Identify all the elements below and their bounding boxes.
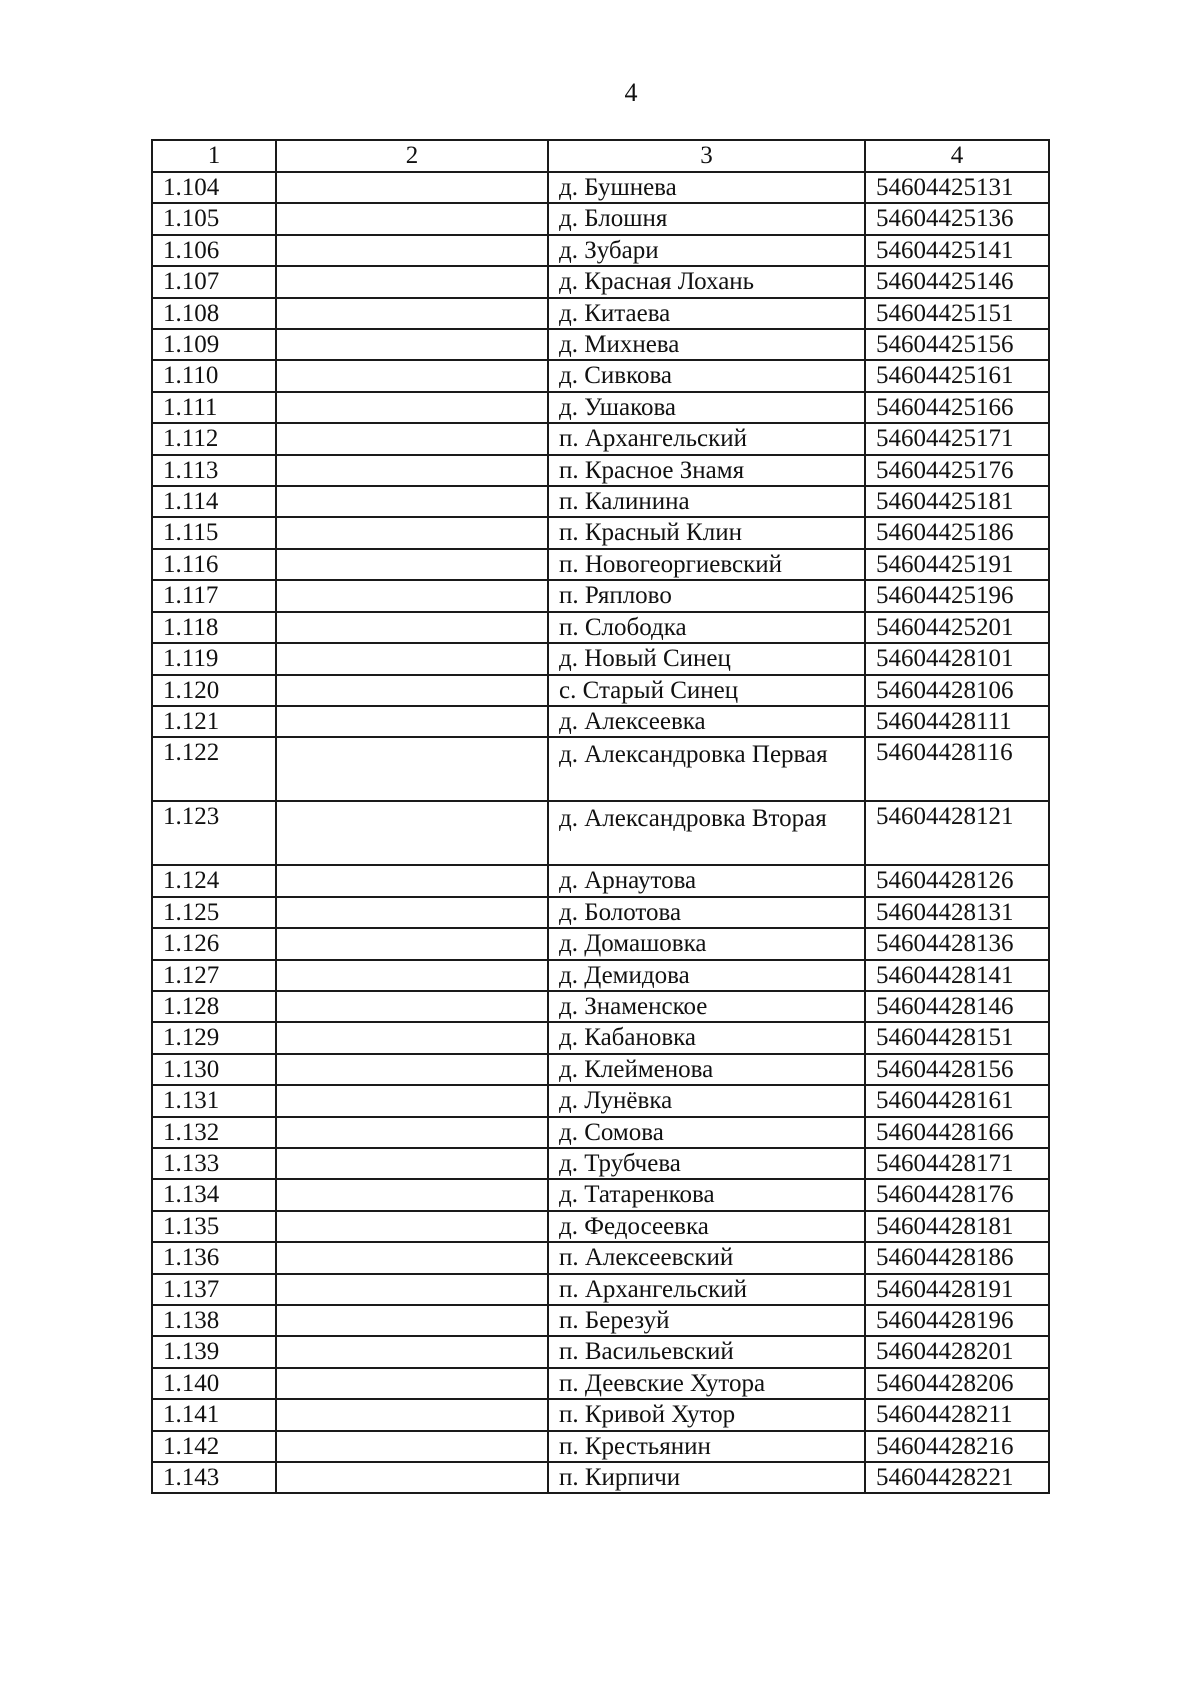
oktmo-code-cell: 54604425146	[865, 266, 1049, 297]
settlement-name-cell: п. Деевские Хутора	[548, 1368, 865, 1399]
row-number-cell: 1.107	[152, 266, 276, 297]
oktmo-code-cell: 54604428141	[865, 960, 1049, 991]
column-2-cell	[276, 1117, 548, 1148]
settlement-name-cell: д. Татаренкова	[548, 1179, 865, 1210]
column-2-cell	[276, 1336, 548, 1367]
settlement-name-cell: п. Березуй	[548, 1305, 865, 1336]
settlement-name-cell: п. Алексеевский	[548, 1242, 865, 1273]
table-row	[152, 1148, 1049, 1179]
oktmo-code-cell: 54604428171	[865, 1148, 1049, 1179]
column-2-cell	[276, 266, 548, 297]
column-2-cell	[276, 486, 548, 517]
row-number-cell: 1.137	[152, 1274, 276, 1305]
oktmo-code-cell: 54604425151	[865, 298, 1049, 329]
settlement-name-cell: п. Кривой Хутор	[548, 1399, 865, 1430]
column-2-cell	[276, 675, 548, 706]
column-header-1: 1	[152, 140, 276, 172]
oktmo-code-cell: 54604428146	[865, 991, 1049, 1022]
settlement-name-cell: п. Слободка	[548, 612, 865, 643]
row-number-cell: 1.143	[152, 1462, 276, 1493]
settlement-name-cell: п. Крестьянин	[548, 1431, 865, 1462]
row-number-cell: 1.119	[152, 643, 276, 674]
row-number-cell: 1.139	[152, 1336, 276, 1367]
row-number-cell: 1.131	[152, 1085, 276, 1116]
oktmo-code-cell: 54604428126	[865, 865, 1049, 896]
table-row	[152, 865, 1049, 896]
row-number-cell: 1.106	[152, 235, 276, 266]
row-number-cell: 1.123	[152, 801, 276, 865]
row-number-cell: 1.121	[152, 706, 276, 737]
row-number-cell: 1.117	[152, 580, 276, 611]
table-row	[152, 486, 1049, 517]
oktmo-code-cell: 54604428101	[865, 643, 1049, 674]
column-2-cell	[276, 1305, 548, 1336]
row-number-cell: 1.115	[152, 517, 276, 548]
settlement-name-cell: д. Михнева	[548, 329, 865, 360]
table-row	[152, 1085, 1049, 1116]
oktmo-code-cell: 54604428136	[865, 928, 1049, 959]
row-number-cell: 1.127	[152, 960, 276, 991]
settlement-name-cell: п. Ряплово	[548, 580, 865, 611]
table-row	[152, 1211, 1049, 1242]
settlement-name-cell: д. Сомова	[548, 1117, 865, 1148]
column-2-cell	[276, 392, 548, 423]
column-2-cell	[276, 235, 548, 266]
row-number-cell: 1.141	[152, 1399, 276, 1430]
table-row	[152, 1022, 1049, 1053]
column-2-cell	[276, 1054, 548, 1085]
table-row	[152, 1431, 1049, 1462]
column-header-4: 4	[865, 140, 1049, 172]
column-2-cell	[276, 423, 548, 454]
settlement-name-cell: д. Зубари	[548, 235, 865, 266]
row-number-cell: 1.114	[152, 486, 276, 517]
table-row	[152, 706, 1049, 737]
table-row	[152, 1336, 1049, 1367]
column-2-cell	[276, 549, 548, 580]
table-row	[152, 1054, 1049, 1085]
table-row	[152, 360, 1049, 391]
row-number-cell: 1.112	[152, 423, 276, 454]
settlement-name-cell: д. Сивкова	[548, 360, 865, 391]
column-2-cell	[276, 960, 548, 991]
row-number-cell: 1.109	[152, 329, 276, 360]
oktmo-code-cell: 54604425181	[865, 486, 1049, 517]
row-number-cell: 1.140	[152, 1368, 276, 1399]
table-row	[152, 612, 1049, 643]
column-2-cell	[276, 329, 548, 360]
row-number-cell: 1.138	[152, 1305, 276, 1336]
column-2-cell	[276, 1399, 548, 1430]
oktmo-code-cell: 54604425196	[865, 580, 1049, 611]
settlement-name-cell: д. Арнаутова	[548, 865, 865, 896]
oktmo-code-cell: 54604428161	[865, 1085, 1049, 1116]
row-number-cell: 1.132	[152, 1117, 276, 1148]
table-row	[152, 1242, 1049, 1273]
column-2-cell	[276, 298, 548, 329]
column-2-cell	[276, 865, 548, 896]
settlement-name-cell: д. Ушакова	[548, 392, 865, 423]
settlement-name-cell: д. Новый Синец	[548, 643, 865, 674]
oktmo-code-cell: 54604428201	[865, 1336, 1049, 1367]
table-row	[152, 549, 1049, 580]
row-number-cell: 1.116	[152, 549, 276, 580]
row-number-cell: 1.110	[152, 360, 276, 391]
settlement-name-cell: д. Красная Лохань	[548, 266, 865, 297]
oktmo-code-cell: 54604428211	[865, 1399, 1049, 1430]
table-body	[152, 140, 1049, 1493]
row-number-cell: 1.128	[152, 991, 276, 1022]
oktmo-code-cell: 54604425191	[865, 549, 1049, 580]
oktmo-code-cell: 54604428111	[865, 706, 1049, 737]
settlement-name-cell: п. Красный Клин	[548, 517, 865, 548]
settlement-name-cell: п. Архангельский	[548, 1274, 865, 1305]
table-row	[152, 266, 1049, 297]
settlement-name-cell: д. Блошня	[548, 203, 865, 234]
table-row	[152, 801, 1049, 865]
oktmo-code-cell: 54604428151	[865, 1022, 1049, 1053]
settlement-name-cell: д. Кабановка	[548, 1022, 865, 1053]
oktmo-code-cell: 54604425176	[865, 455, 1049, 486]
settlement-name-cell: д. Китаева	[548, 298, 865, 329]
settlement-name-cell: п. Красное Знамя	[548, 455, 865, 486]
column-2-cell	[276, 737, 548, 801]
oktmo-code-cell: 54604425136	[865, 203, 1049, 234]
column-2-cell	[276, 1462, 548, 1493]
column-2-cell	[276, 517, 548, 548]
settlement-name-cell: д. Клейменова	[548, 1054, 865, 1085]
table-row	[152, 580, 1049, 611]
row-number-cell: 1.122	[152, 737, 276, 801]
table-row	[152, 298, 1049, 329]
settlement-name-cell: с. Старый Синец	[548, 675, 865, 706]
oktmo-code-cell: 54604425141	[865, 235, 1049, 266]
column-2-cell	[276, 1368, 548, 1399]
table-row	[152, 643, 1049, 674]
table-row	[152, 1399, 1049, 1430]
oktmo-code-cell: 54604428131	[865, 897, 1049, 928]
settlement-name-cell: д. Болотова	[548, 897, 865, 928]
column-2-cell	[276, 612, 548, 643]
oktmo-code-cell: 54604428191	[865, 1274, 1049, 1305]
oktmo-code-cell: 54604428156	[865, 1054, 1049, 1085]
table-row	[152, 455, 1049, 486]
column-2-cell	[276, 991, 548, 1022]
column-2-cell	[276, 1148, 548, 1179]
page-number: 4	[624, 78, 638, 107]
oktmo-code-cell: 54604425131	[865, 172, 1049, 203]
table-row	[152, 737, 1049, 801]
row-number-cell: 1.134	[152, 1179, 276, 1210]
table-row	[152, 423, 1049, 454]
settlement-name-cell: п. Кирпичи	[548, 1462, 865, 1493]
column-2-cell	[276, 1085, 548, 1116]
oktmo-code-cell: 54604428116	[865, 737, 1049, 801]
column-2-cell	[276, 1179, 548, 1210]
settlement-name-cell: п. Архангельский	[548, 423, 865, 454]
oktmo-code-cell: 54604425171	[865, 423, 1049, 454]
table-row	[152, 329, 1049, 360]
row-number-cell: 1.108	[152, 298, 276, 329]
column-header-3: 3	[548, 140, 865, 172]
table-row	[152, 392, 1049, 423]
row-number-cell: 1.135	[152, 1211, 276, 1242]
oktmo-code-cell: 54604425156	[865, 329, 1049, 360]
row-number-cell: 1.129	[152, 1022, 276, 1053]
row-number-cell: 1.124	[152, 865, 276, 896]
oktmo-code-cell: 54604425186	[865, 517, 1049, 548]
oktmo-code-cell: 54604425166	[865, 392, 1049, 423]
table-row	[152, 203, 1049, 234]
settlement-name-cell: п. Калинина	[548, 486, 865, 517]
column-2-cell	[276, 801, 548, 865]
settlement-name-cell: д. Александровка Первая	[548, 737, 865, 801]
table-row	[152, 960, 1049, 991]
row-number-cell: 1.126	[152, 928, 276, 959]
table-row	[152, 1305, 1049, 1336]
column-2-cell	[276, 203, 548, 234]
settlement-name-cell: д. Знаменское	[548, 991, 865, 1022]
column-2-cell	[276, 706, 548, 737]
column-2-cell	[276, 643, 548, 674]
row-number-cell: 1.113	[152, 455, 276, 486]
row-number-cell: 1.125	[152, 897, 276, 928]
row-number-cell: 1.133	[152, 1148, 276, 1179]
oktmo-code-cell: 54604428106	[865, 675, 1049, 706]
settlement-name-cell: д. Александровка Вторая	[548, 801, 865, 865]
column-2-cell	[276, 360, 548, 391]
settlement-name-cell: д. Трубчева	[548, 1148, 865, 1179]
settlement-name-cell: п. Васильевский	[548, 1336, 865, 1367]
column-2-cell	[276, 928, 548, 959]
oktmo-code-cell: 54604428181	[865, 1211, 1049, 1242]
column-2-cell	[276, 897, 548, 928]
oktmo-code-cell: 54604428196	[865, 1305, 1049, 1336]
table-row	[152, 1117, 1049, 1148]
oktmo-code-cell: 54604425161	[865, 360, 1049, 391]
row-number-cell: 1.105	[152, 203, 276, 234]
row-number-cell: 1.130	[152, 1054, 276, 1085]
table-row	[152, 928, 1049, 959]
table-row	[152, 1462, 1049, 1493]
row-number-cell: 1.111	[152, 392, 276, 423]
oktmo-code-cell: 54604428221	[865, 1462, 1049, 1493]
table-row	[152, 991, 1049, 1022]
settlement-name-cell: п. Новогеоргиевский	[548, 549, 865, 580]
row-number-cell: 1.104	[152, 172, 276, 203]
oktmo-code-cell: 54604428121	[865, 801, 1049, 865]
column-2-cell	[276, 580, 548, 611]
row-number-cell: 1.136	[152, 1242, 276, 1273]
column-2-cell	[276, 172, 548, 203]
column-2-cell	[276, 1211, 548, 1242]
table-row	[152, 1368, 1049, 1399]
oktmo-code-cell: 54604425201	[865, 612, 1049, 643]
table-row	[152, 675, 1049, 706]
table-row	[152, 172, 1049, 203]
row-number-cell: 1.120	[152, 675, 276, 706]
table-row	[152, 1274, 1049, 1305]
table-header-row	[152, 140, 1049, 172]
settlement-name-cell: д. Алексеевка	[548, 706, 865, 737]
table-row	[152, 897, 1049, 928]
column-header-2: 2	[276, 140, 548, 172]
row-number-cell: 1.142	[152, 1431, 276, 1462]
settlement-name-cell: д. Федосеевка	[548, 1211, 865, 1242]
settlements-table	[151, 139, 1050, 1494]
column-2-cell	[276, 1274, 548, 1305]
oktmo-code-cell: 54604428176	[865, 1179, 1049, 1210]
table-row	[152, 1179, 1049, 1210]
oktmo-code-cell: 54604428206	[865, 1368, 1049, 1399]
column-2-cell	[276, 1431, 548, 1462]
settlement-name-cell: д. Демидова	[548, 960, 865, 991]
table-row	[152, 517, 1049, 548]
settlement-name-cell: д. Домашовка	[548, 928, 865, 959]
table-row	[152, 235, 1049, 266]
settlement-name-cell: д. Лунёвка	[548, 1085, 865, 1116]
column-2-cell	[276, 455, 548, 486]
column-2-cell	[276, 1242, 548, 1273]
row-number-cell: 1.118	[152, 612, 276, 643]
settlement-name-cell: д. Бушнева	[548, 172, 865, 203]
oktmo-code-cell: 54604428166	[865, 1117, 1049, 1148]
column-2-cell	[276, 1022, 548, 1053]
oktmo-code-cell: 54604428216	[865, 1431, 1049, 1462]
oktmo-code-cell: 54604428186	[865, 1242, 1049, 1273]
